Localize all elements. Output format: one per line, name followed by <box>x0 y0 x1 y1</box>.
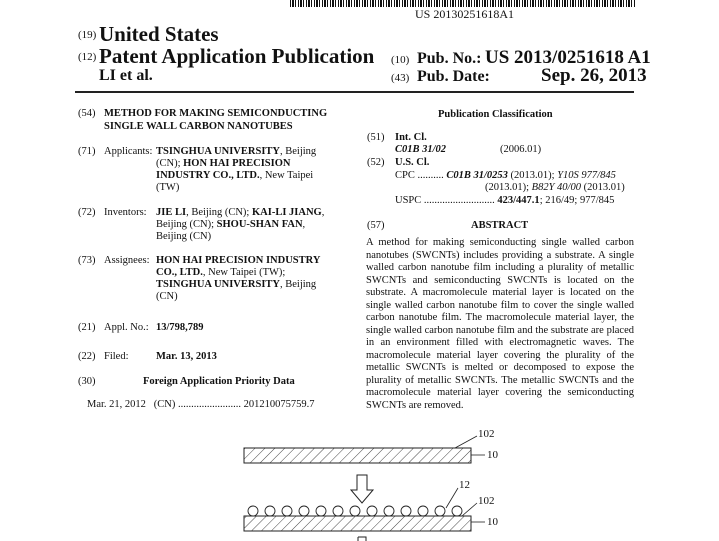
uscl-code: (52) <box>367 157 385 168</box>
process-arrow <box>351 475 373 503</box>
nanotube-row <box>248 506 462 516</box>
leader-102-bottom <box>462 503 477 516</box>
nanotube-particle <box>316 506 326 516</box>
nanotube-particle <box>367 506 377 516</box>
inventors-label: Inventors: <box>104 207 147 218</box>
nanotube-particle <box>333 506 343 516</box>
pubdate-code: (43) <box>391 72 410 84</box>
pubdate-label: Pub. Date: <box>417 68 490 85</box>
nanotube-particle <box>435 506 445 516</box>
title-line-1: METHOD FOR MAKING SEMICONDUCTING <box>104 108 328 119</box>
country-code: (19) <box>78 29 97 41</box>
ref-102-bottom: 102 <box>478 495 495 507</box>
abstract-title: ABSTRACT <box>471 220 529 231</box>
substrate-top <box>244 448 471 463</box>
pub-class-title: Publication Classification <box>438 109 553 120</box>
intcl-label: Int. Cl. <box>395 132 427 143</box>
filed-code: (22) <box>78 351 96 362</box>
foreign-code: (30) <box>78 376 96 387</box>
nanotube-particle <box>248 506 258 516</box>
nanotube-particle <box>265 506 275 516</box>
foreign-title: Foreign Application Priority Data <box>143 376 295 387</box>
appl-number: 13/798,789 <box>156 322 204 333</box>
nanotube-particle <box>418 506 428 516</box>
assignees-line-1: HON HAI PRECISION INDUSTRY <box>156 255 321 266</box>
leader-12 <box>446 488 458 508</box>
pubno-label: Pub. No.: <box>417 50 482 67</box>
second-arrow-stub <box>358 537 366 541</box>
cpc-line-2: (2013.01); B82Y 40/00 (2013.01) <box>485 182 625 193</box>
applicants-line-3: INDUSTRY CO., LTD., New Taipei <box>156 170 314 181</box>
country-name: United States <box>99 22 219 46</box>
applicants-line-1: TSINGHUA UNIVERSITY, Beijing <box>156 146 317 157</box>
nanotube-particle <box>401 506 411 516</box>
uscl-label: U.S. Cl. <box>395 157 430 168</box>
intcl-date: (2006.01) <box>500 144 542 155</box>
nanotube-particle <box>384 506 394 516</box>
cpc-line-1: CPC .......... C01B 31/0253 (2013.01); Y10S 977/845 <box>395 170 616 181</box>
nanotube-particle <box>350 506 360 516</box>
leader-102-top <box>455 436 477 448</box>
applicants-line-4: (TW) <box>156 182 180 193</box>
ref-12: 12 <box>459 479 470 491</box>
filed-date: Mar. 13, 2013 <box>156 351 217 362</box>
inventors-line-1: JIE LI, Beijing (CN); KAI-LI JIANG, <box>156 207 325 218</box>
abstract-text: A method for making semiconducting single walled carbon nanotubes (SWCNTs) includes providing a substrate. A single walled carbon nanotube film including a plurality of metallic SWCNTs and semiconducting SWCNTs is located on the substrate. A macromolecule material layer is located on the single walled carbon nanotube film to cover the single walled carbon nanotube film. The macromolecule material layer, the single walled carbon nanotube film and the substrate are placed in an environment filled with electromagnetic waves. The macromolecule material layer covering the plurality of the metallic SWCNTs is melted or decomposed to expose the plurality of metallic SWCNTs. The metallic SWCNTs and the macromolecule material layer covering the semiconducting SWCNTs are removed. <box>366 237 634 411</box>
assignees-line-3: TSINGHUA UNIVERSITY, Beijing <box>156 279 317 290</box>
applicants-code: (71) <box>78 146 96 157</box>
inventors-line-3: Beijing (CN) <box>156 231 212 242</box>
filed-label: Filed: <box>104 351 129 362</box>
inventor-short: LI et al. <box>99 67 153 84</box>
intcl-class: C01B 31/02 <box>395 144 447 155</box>
title-code: (54) <box>78 108 96 119</box>
pub-type: Patent Application Publication <box>99 44 375 68</box>
assignees-code: (73) <box>78 255 96 266</box>
abstract-code: (57) <box>367 220 385 231</box>
nanotube-particle <box>299 506 309 516</box>
uspc-line: USPC ........................... 423/447.1; 216/49; 977/845 <box>395 195 615 206</box>
assignees-line-2: CO., LTD., New Taipei (TW); <box>156 267 286 278</box>
applicants-line-2: (CN); HON HAI PRECISION <box>156 158 291 169</box>
appl-label: Appl. No.: <box>104 322 149 333</box>
pubdate-value: Sep. 26, 2013 <box>541 65 647 86</box>
substrate-bottom <box>244 516 471 531</box>
ref-10-top: 10 <box>487 449 498 461</box>
applicants-label: Applicants: <box>104 146 153 157</box>
assignees-line-4: (CN) <box>156 291 178 302</box>
assignees-label: Assignees: <box>104 255 150 266</box>
intcl-code: (51) <box>367 132 385 143</box>
pub-type-code: (12) <box>78 51 97 63</box>
nanotube-particle <box>452 506 462 516</box>
nanotube-particle <box>282 506 292 516</box>
pubno-code: (10) <box>391 54 410 66</box>
inventors-code: (72) <box>78 207 96 218</box>
inventors-line-2: Beijing (CN); SHOU-SHAN FAN, <box>156 219 306 230</box>
title-line-2: SINGLE WALL CARBON NANOTUBES <box>104 121 293 132</box>
foreign-entry: Mar. 21, 2012 (CN) ........................ 201210075759.7 <box>87 399 315 410</box>
ref-102-top: 102 <box>478 428 495 440</box>
pubno-value: US 2013/0251618 A1 <box>485 47 651 68</box>
barcode-number: US 20130251618A1 <box>415 7 515 21</box>
appl-code: (21) <box>78 322 96 333</box>
ref-10-bottom: 10 <box>487 516 498 528</box>
